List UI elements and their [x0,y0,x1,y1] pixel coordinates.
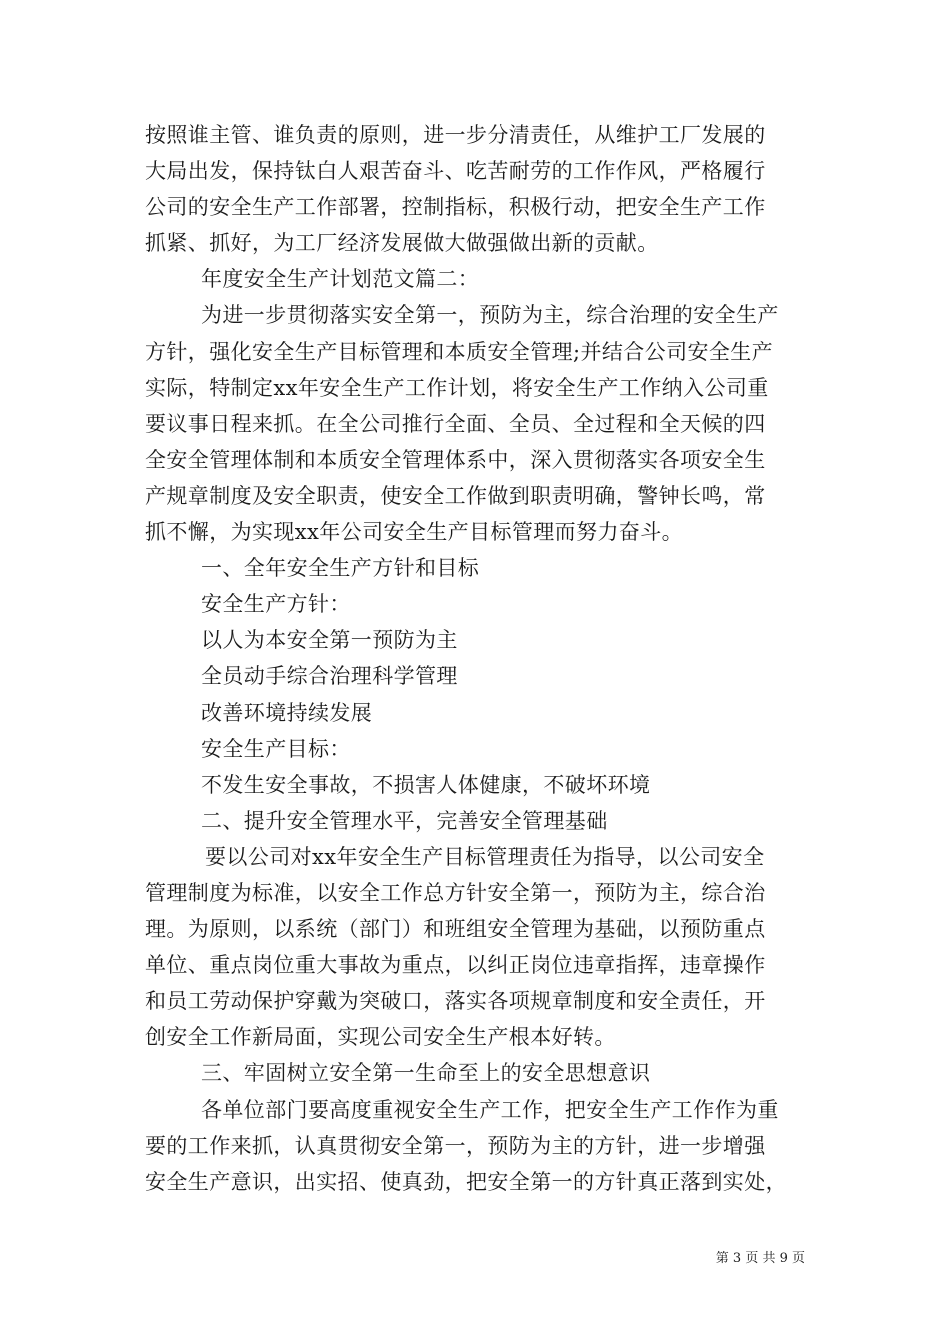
text-line: 一、全年安全生产方针和目标 [201,556,480,581]
text-line: 产规章制度及安全职责，使安全工作做到职责明确，警钟长鸣，常 [145,483,766,508]
text-line: 三、牢固树立安全第一生命至上的安全思想意识 [201,1061,651,1086]
text-line: 方针，强化安全生产目标管理和本质安全管理;并结合公司安全生产 [145,339,774,364]
text-line: 安全生产方针： [201,592,351,617]
text-line: 全安全管理体制和本质安全管理体系中，深入贯彻落实各项安全生 [145,447,766,472]
text-line: 以人为本安全第一预防为主 [201,628,458,653]
text-line: 改善环境持续发展 [201,700,373,725]
text-line: 要的工作来抓，认真贯彻安全第一，预防为主的方针，进一步增强 [145,1133,766,1158]
text-line: 创安全工作新局面，实现公司安全生产根本好转。 [145,1025,616,1050]
text-line: 要议事日程来抓。在全公司推行全面、全员、全过程和全天候的四 [145,411,766,436]
text-line: 抓不懈，为实现xx年公司安全生产目标管理而努力奋斗。 [145,520,684,545]
text-line: 二、提升安全管理水平，完善安全管理基础 [201,808,608,833]
text-line: 理。为原则，以系统（部门）和班组安全管理为基础，以预防重点 [145,917,766,942]
text-line: 按照谁主管、谁负责的原则，进一步分清责任，从维护工厂发展的 [145,123,766,147]
text-line: 大局出发，保持钛白人艰苦奋斗、吃苦耐劳的工作作风，严格履行 [145,159,766,184]
text-line: 单位、重点岗位重大事故为重点，以纠正岗位违章指挥，违章操作 [145,953,766,978]
text-line: 要以公司对xx年安全生产目标管理责任为指导，以公司安全 [205,844,765,869]
text-line: 安全生产意识，出实招、使真劲，把安全第一的方针真正落到实处， [145,1169,787,1194]
text-line: 抓紧、抓好，为工厂经济发展做大做强做出新的贡献。 [145,231,659,256]
text-line: 全员动手综合治理科学管理 [201,664,458,689]
text-line: 年度安全生产计划范文篇二： [201,267,480,292]
page-number: 第 3 页 共 9 页 [715,1251,805,1266]
text-line: 管理制度为标准，以安全工作总方针安全第一，预防为主，综合治 [145,880,766,905]
text-line: 不发生安全事故，不损害人体健康，不破坏环境 [201,772,651,797]
document-body [145,117,825,1200]
text-line: 公司的安全生产工作部署，控制指标，积极行动，把安全生产工作 [145,195,766,220]
text-line: 各单位部门要高度重视安全生产工作，把安全生产工作作为重 [201,1097,779,1122]
text-line: 实际，特制定xx年安全生产工作计划，将安全生产工作纳入公司重 [145,375,769,400]
text-line: 安全生产目标： [201,736,351,761]
text-line: 为进一步贯彻落实安全第一，预防为主，综合治理的安全生产 [201,303,779,328]
text-line: 和员工劳动保护穿戴为突破口，落实各项规章制度和安全责任，开 [145,989,766,1014]
